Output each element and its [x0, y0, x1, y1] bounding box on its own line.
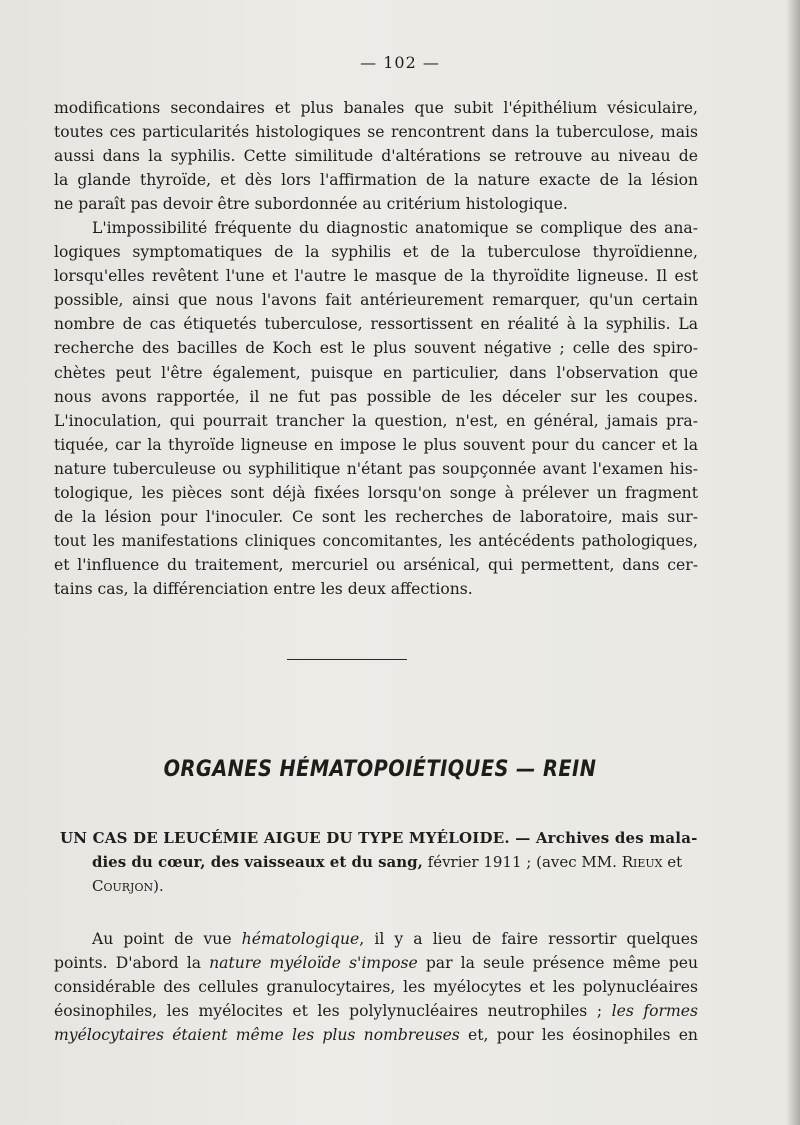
text-run: , il y a lieu de faire ressortir quelques: [359, 930, 699, 948]
text-line: chètes peut l'être également, puisque en particulier, dans l'observation que: [54, 363, 698, 382]
text-line: tiquée, car la thyroïde ligneuse en impose le plus souvent pour du cancer et la: [54, 435, 698, 454]
text-line: L'inoculation, qui pourrait trancher la question, n'est, en général, jamais pra-: [54, 411, 698, 430]
reference-author-line: [60, 874, 700, 898]
reference-author: Rieux: [621, 853, 663, 871]
reference-journal-line: [60, 850, 700, 874]
text-line: [54, 1023, 698, 1047]
reference-author: Courjon: [92, 877, 154, 895]
paragraph-hematology: [54, 927, 698, 1047]
text-run: et, pour les éosinophiles en: [468, 1026, 698, 1045]
text-line: L'impossibilité fréquente du diagnostic anatomique se complique des ana-: [92, 219, 698, 237]
text-line: de la lésion pour l'inoculer. Ce sont les recherches de laboratoire, mais sur-: [54, 508, 698, 527]
text-run: par la seule présence même peu: [425, 954, 698, 973]
text-line: tout les manifestations cliniques concomitantes, les antécédents pathologiques,: [54, 532, 698, 551]
text-line: recherche des bacilles de Koch est le plus souvent négative ; celle des spiro-: [54, 339, 698, 358]
text-line: modifications secondaires et plus banales que subit l'épithélium vésiculaire,: [54, 99, 698, 117]
text-line: logiques symptomatiques de la syphilis et de la tuberculose thyroïdienne,: [54, 243, 698, 262]
paragraph-diagnostic: [54, 216, 698, 602]
text-line: tains cas, la différenciation entre les deux affections.: [54, 580, 473, 599]
text-line: toutes ces particularités histologiques se rencontrent dans la tuberculose, mais: [54, 123, 698, 142]
text-line: nous avons rapportée, il ne fut pas possible de les déceler sur les coupes.: [54, 387, 698, 406]
emphasis: les formes: [611, 1002, 698, 1021]
paragraph-continuation: [54, 96, 698, 216]
text-run: Au point de vue: [92, 930, 232, 948]
text-line: et l'influence du traitement, mercuriel ou arsénical, qui permettent, dans cer-: [54, 556, 698, 575]
text-line: nombre de cas étiquetés tuberculose, ressortissent en réalité à la syphilis. La: [54, 315, 698, 334]
text-line: la glande thyroïde, et dès lors l'affirmation de la nature exacte de la lésion: [54, 171, 698, 190]
text-line: lorsqu'elles revêtent l'une et l'autre le masque de la thyroïdite ligneuse. Il est: [54, 267, 698, 286]
text-line: [54, 927, 698, 951]
text-line: [54, 999, 698, 1023]
reference-journal: dies du cœur, des vaisseaux et du sang,: [92, 853, 423, 871]
text-line: possible, ainsi que nous l'avons fait antérieurement remarquer, qu'un certain: [54, 291, 698, 310]
text-line: ne paraît pas devoir être subordonnée au critérium histologique.: [54, 195, 568, 214]
page-edge-shadow: [786, 0, 800, 1125]
text-line: [54, 951, 698, 975]
reference-closing: ).: [153, 877, 164, 895]
text-run: points. D'abord la: [54, 954, 201, 973]
text-line: nature tuberculeuse ou syphilitique n'étant pas soupçonnée avant l'examen his-: [54, 459, 698, 478]
reference-date: février 1911 ; (avec MM.: [427, 853, 617, 871]
emphasis: myélocytaires étaient même les plus nombreuses: [54, 1026, 460, 1045]
text-run: éosinophiles, les myélocites et les polylynucléaires neutrophiles ;: [54, 1002, 603, 1021]
section-title: ORGANES HÉMATOPOIÉTIQUES — REIN: [163, 757, 597, 782]
section-divider: [287, 659, 407, 660]
emphasis: nature myéloïde s'impose: [209, 954, 418, 973]
text-line: tologique, les pièces sont déjà fixées lorsqu'on songe à prélever un fragment: [54, 484, 698, 503]
text-line: aussi dans la syphilis. Cette similitude d'altérations se retrouve au niveau de: [54, 147, 698, 166]
text-line: considérable des cellules granulocytaires, les myélocytes et les polynucléaires: [54, 978, 698, 997]
page-number: — 102 —: [360, 53, 440, 72]
reference-title: UN CAS DE LEUCÉMIE AIGUE DU TYPE MYÉLOIDE. — Archives des mala-: [60, 829, 698, 847]
reference-and: et: [667, 853, 683, 871]
publication-reference: [60, 826, 700, 898]
emphasis: hématologique: [241, 930, 360, 948]
